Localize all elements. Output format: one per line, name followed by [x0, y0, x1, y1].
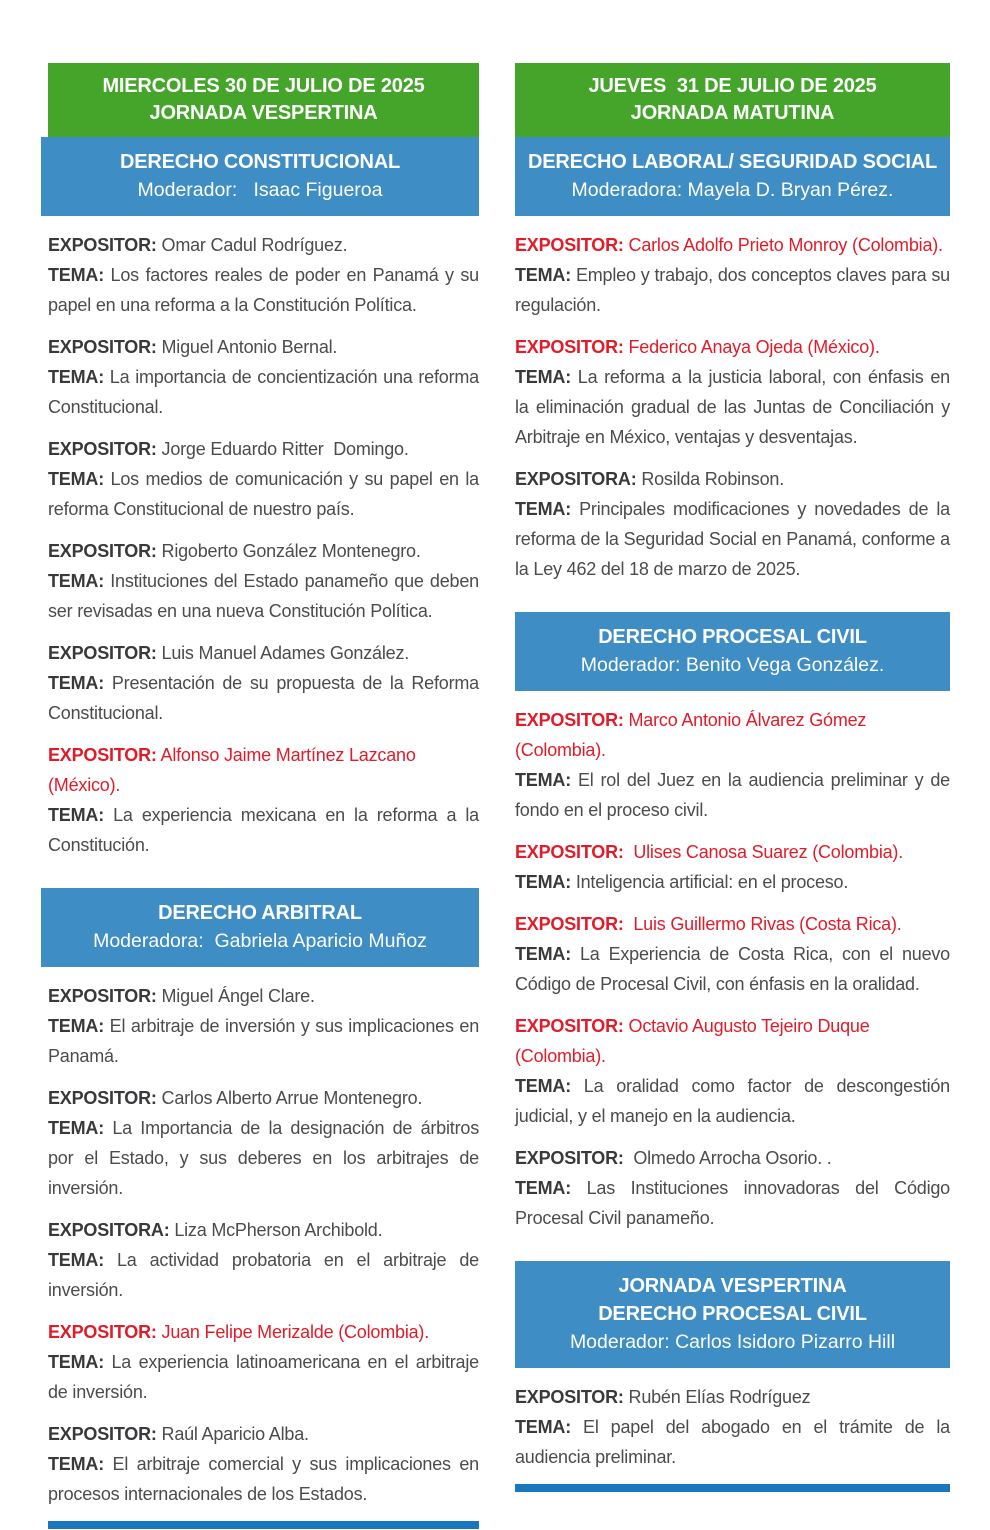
divider-rule [48, 1521, 479, 1529]
program-entry [515, 705, 950, 825]
session-header [515, 137, 950, 216]
program-entry [48, 1083, 479, 1203]
speaker-name: Jorge Eduardo Ritter Domingo. [161, 439, 409, 459]
expositor-label: EXPOSITOR: [48, 541, 157, 561]
speaker-name: Liza McPherson Archibold. [174, 1220, 383, 1240]
session-title: DERECHO PROCESAL CIVIL [598, 626, 867, 648]
tema-line [48, 1347, 479, 1407]
speaker-name: Federico Anaya Ojeda (México). [628, 337, 880, 357]
program-entry [48, 1317, 479, 1407]
tema-text: La importancia de concientización una reforma Constitucional. [48, 367, 479, 417]
expositor-label: EXPOSITOR: [48, 439, 157, 459]
tema-text: El arbitraje comercial y sus implicaciones en procesos internacionales de los Estados. [48, 1454, 479, 1504]
speaker-line [48, 230, 479, 260]
expositor-label: EXPOSITOR: [48, 235, 157, 255]
session-title: DERECHO LABORAL/ SEGURIDAD SOCIAL [528, 151, 937, 173]
speaker-line [48, 1083, 479, 1113]
tema-label: TEMA: [48, 469, 104, 489]
tema-label: TEMA: [48, 1118, 104, 1138]
program-entry [515, 464, 950, 584]
tema-label: TEMA: [515, 944, 571, 964]
divider-rule [515, 1484, 950, 1492]
session-title: DERECHO PROCESAL CIVIL [598, 1303, 867, 1325]
tema-text: La actividad probatoria en el arbitraje de inversión. [48, 1250, 479, 1300]
speaker-name: Miguel Antonio Bernal. [161, 337, 338, 357]
speaker-name: Luis Manuel Adames González. [161, 643, 410, 663]
session-moderator: Moderadora: Gabriela Aparicio Muñoz [93, 930, 427, 952]
speaker-line [515, 1011, 950, 1071]
tema-text: La oralidad como factor de descongestión judicial, y el manejo en la audiencia. [515, 1076, 950, 1126]
tema-line [515, 1412, 950, 1472]
program-entry [48, 434, 479, 524]
tema-line [48, 566, 479, 626]
speaker-name: Alfonso Jaime Martínez Lazcano (México). [48, 745, 421, 795]
tema-text: Inteligencia artificial: en el proceso. [575, 872, 849, 892]
speaker-line [515, 332, 950, 362]
speaker-name: Ulises Canosa Suarez (Colombia). [628, 842, 904, 862]
tema-line [48, 464, 479, 524]
tema-label: TEMA: [48, 673, 104, 693]
tema-label: TEMA: [48, 1250, 104, 1270]
day-header-green [48, 63, 479, 137]
speaker-name: Miguel Ángel Clare. [161, 986, 315, 1006]
speaker-name: Juan Felipe Merizalde (Colombia). [161, 1322, 430, 1342]
tema-text: La experiencia mexicana en la reforma a la Constitución. [48, 805, 479, 855]
expositor-label: EXPOSITOR: [48, 1322, 157, 1342]
tema-line [515, 362, 950, 452]
speaker-line [515, 909, 950, 939]
tema-text: El rol del Juez en la audiencia preliminar y de fondo en el proceso civil. [515, 770, 950, 820]
tema-text: Empleo y trabajo, dos conceptos claves para su regulación. [515, 265, 950, 315]
tema-label: TEMA: [515, 872, 571, 892]
tema-line [48, 668, 479, 728]
column-blocks [48, 137, 479, 1521]
speaker-name: Marco Antonio Álvarez Gómez (Colombia). [515, 710, 872, 760]
tema-text: El papel del abogado en el trámite de la audiencia preliminar. [515, 1417, 950, 1467]
expositor-label: EXPOSITOR: [48, 745, 157, 765]
session-title: DERECHO CONSTITUCIONAL [119, 151, 401, 173]
speaker-name: Carlos Alberto Arrue Montenegro. [161, 1088, 423, 1108]
expositor-label: EXPOSITOR: [515, 1387, 624, 1407]
tema-label: TEMA: [48, 367, 104, 387]
speaker-name: Rubén Elías Rodríguez [628, 1387, 811, 1407]
speaker-line [515, 1382, 950, 1412]
tema-line [515, 939, 950, 999]
tema-label: TEMA: [515, 367, 571, 387]
speaker-name: Octavio Augusto Tejeiro Duque (Colombia). [515, 1016, 875, 1066]
tema-line [515, 765, 950, 825]
speaker-line [48, 638, 479, 668]
speaker-line [48, 1317, 479, 1347]
column-wednesday [48, 63, 479, 1504]
session-title: JORNADA VESPERTINA [618, 1275, 847, 1297]
tema-label: TEMA: [48, 1016, 104, 1036]
expositor-label: EXPOSITOR: [515, 842, 624, 862]
expositor-label: EXPOSITORA: [48, 1220, 170, 1240]
program-entry [515, 230, 950, 320]
tema-text: Los factores reales de poder en Panamá y su papel en una reforma a la Constitución Política. [48, 265, 479, 315]
tema-label: TEMA: [515, 770, 571, 790]
expositor-label: EXPOSITOR: [48, 643, 157, 663]
speaker-name: Olmedo Arrocha Osorio. . [628, 1148, 832, 1168]
tema-line [48, 800, 479, 860]
session-header [41, 888, 479, 967]
program-entry [48, 1215, 479, 1305]
tema-line [48, 1245, 479, 1305]
tema-text: Los medios de comunicación y su papel en la reforma Constitucional de nuestro país. [48, 469, 479, 519]
speaker-name: Omar Cadul Rodríguez. [161, 235, 348, 255]
expositor-label: EXPOSITOR: [515, 1016, 624, 1036]
tema-label: TEMA: [515, 265, 571, 285]
tema-label: TEMA: [48, 1454, 104, 1474]
speaker-line [515, 230, 950, 260]
program-entry [48, 740, 479, 860]
expositor-label: EXPOSITOR: [48, 986, 157, 1006]
session-header [515, 1261, 950, 1368]
program-entry [515, 1143, 950, 1233]
program-entry [515, 1382, 950, 1472]
tema-text: La Importancia de la designación de árbitros por el Estado, y sus deberes en los arbitrajes de inversión. [48, 1118, 479, 1198]
expositor-label: EXPOSITORA: [515, 469, 637, 489]
tema-line [515, 1173, 950, 1233]
tema-text: Presentación de su propuesta de la Reforma Constitucional. [48, 673, 479, 723]
tema-line [515, 494, 950, 584]
speaker-line [515, 705, 950, 765]
program-entry [48, 332, 479, 422]
tema-label: TEMA: [48, 805, 104, 825]
tema-line [515, 260, 950, 320]
expositor-label: EXPOSITOR: [515, 710, 624, 730]
speaker-line [48, 1419, 479, 1449]
session-moderator: Moderador: Benito Vega González. [580, 654, 885, 676]
program-entry [48, 536, 479, 626]
speaker-name: Rigoberto González Montenegro. [161, 541, 421, 561]
day-date: MIERCOLES 30 DE JULIO DE 2025 [102, 75, 425, 97]
speaker-line [515, 464, 950, 494]
program-entry [515, 1011, 950, 1131]
tema-text: La Experiencia de Costa Rica, con el nuevo Código de Procesal Civil, con énfasis en la oralidad. [515, 944, 950, 994]
tema-label: TEMA: [515, 1417, 571, 1437]
speaker-name: Rosilda Robinson. [641, 469, 784, 489]
speaker-line [48, 1215, 479, 1245]
day-session-name: JORNADA MATUTINA [630, 102, 835, 124]
expositor-label: EXPOSITOR: [515, 914, 624, 934]
tema-line [48, 1449, 479, 1509]
tema-text: Las Instituciones innovadoras del Código Procesal Civil panameño. [515, 1178, 950, 1228]
tema-label: TEMA: [48, 1352, 104, 1372]
tema-text: Principales modificaciones y novedades de la reforma de la Seguridad Social en Panamá, conforme a la Ley 462 del 18 de marzo de 2025. [515, 499, 950, 579]
tema-line [515, 1071, 950, 1131]
session-moderator: Moderadora: Mayela D. Bryan Pérez. [571, 179, 894, 201]
tema-label: TEMA: [515, 499, 571, 519]
speaker-name: Carlos Adolfo Prieto Monroy (Colombia). [628, 235, 943, 255]
speaker-name: Raúl Aparicio Alba. [161, 1424, 309, 1444]
column-blocks [515, 137, 950, 1484]
speaker-line [48, 536, 479, 566]
session-header [515, 612, 950, 691]
session-header [41, 137, 479, 216]
tema-text: La reforma a la justicia laboral, con énfasis en la eliminación gradual de las Juntas de Conciliación y Arbitraje en México, ventajas y desventajas. [515, 367, 950, 447]
expositor-label: EXPOSITOR: [48, 1424, 157, 1444]
speaker-line [48, 434, 479, 464]
session-title: DERECHO ARBITRAL [158, 902, 362, 924]
tema-line [48, 362, 479, 422]
speaker-name: Luis Guillermo Rivas (Costa Rica). [628, 914, 902, 934]
column-thursday [515, 63, 950, 1474]
expositor-label: EXPOSITOR: [48, 1088, 157, 1108]
speaker-line [515, 837, 950, 867]
program-entry [48, 1419, 479, 1509]
program-entry [515, 837, 950, 897]
expositor-label: EXPOSITOR: [48, 337, 157, 357]
speaker-line [515, 1143, 950, 1173]
expositor-label: EXPOSITOR: [515, 235, 624, 255]
day-session-name: JORNADA VESPERTINA [149, 102, 378, 124]
program-entry [48, 981, 479, 1071]
tema-text: El arbitraje de inversión y sus implicaciones en Panamá. [48, 1016, 479, 1066]
speaker-line [48, 740, 479, 800]
expositor-label: EXPOSITOR: [515, 337, 624, 357]
tema-line [48, 260, 479, 320]
tema-line [515, 867, 950, 897]
program-entry [515, 909, 950, 999]
session-moderator: Moderador: Isaac Figueroa [137, 179, 383, 201]
program-entry [48, 638, 479, 728]
program-entry [48, 230, 479, 320]
tema-label: TEMA: [515, 1076, 571, 1096]
session-moderator: Moderador: Carlos Isidoro Pizarro Hill [569, 1331, 896, 1353]
day-header-green [515, 63, 950, 137]
tema-label: TEMA: [515, 1178, 571, 1198]
speaker-line [48, 332, 479, 362]
speaker-line [48, 981, 479, 1011]
expositor-label: EXPOSITOR: [515, 1148, 624, 1168]
day-date: JUEVES 31 DE JULIO DE 2025 [588, 75, 877, 97]
program-entry [515, 332, 950, 452]
tema-text: Instituciones del Estado panameño que deben ser revisadas en una nueva Constitución Política. [48, 571, 479, 621]
tema-label: TEMA: [48, 265, 104, 285]
tema-line [48, 1113, 479, 1203]
tema-label: TEMA: [48, 571, 104, 591]
tema-text: La experiencia latinoamericana en el arbitraje de inversión. [48, 1352, 479, 1402]
tema-line [48, 1011, 479, 1071]
